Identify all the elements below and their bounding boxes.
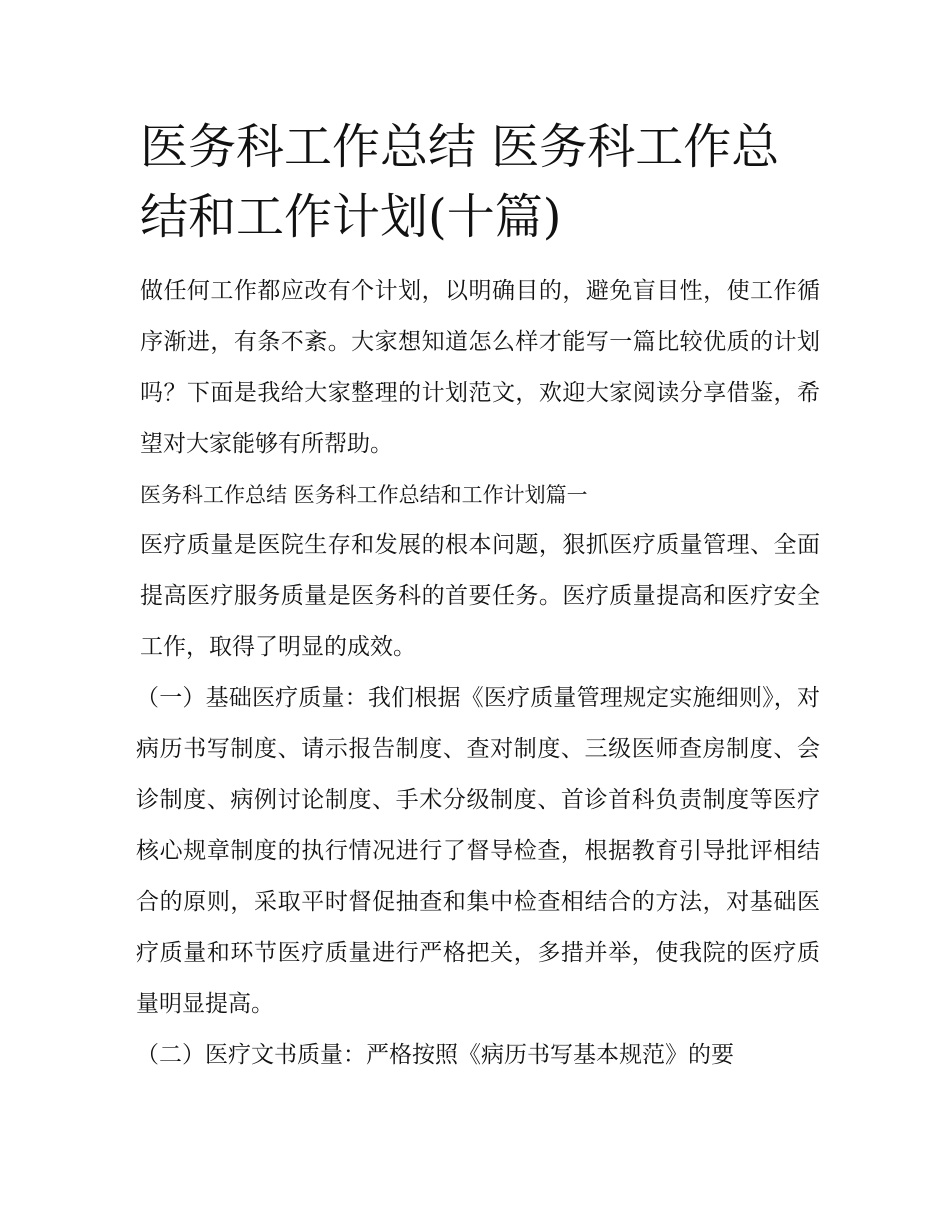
document-body xyxy=(136,112,820,1081)
body-paragraph-basic-quality: （一）基础医疗质量：我们根据《医疗质量管理规定实施细则》，对病历书写制度、请示报告制度、查对制度、三级医师查房制度、会诊制度、病例讨论制度、手术分级制度、首诊首科负责制度等医疗核心规章制度的执行情况进行了督导检查，根据教育引导批评相结合的原则，采取平时督促抽查和集中检查相结合的方法，对基础医疗质量和环节医疗质量进行严格把关，多措并举，使我院的医疗质量明显提高。 xyxy=(136,685,820,1017)
document-title: 医务科工作总结 医务科工作总结和工作计划(十篇) xyxy=(140,119,780,245)
body-paragraph-quality: 医疗质量是医院生存和发展的根本问题，狠抓医疗质量管理、全面提高医疗服务质量是医务科的首要任务。医疗质量提高和医疗安全工作，取得了明显的成效。 xyxy=(140,532,820,660)
body-paragraph-document-quality: （二）医疗文书质量：严格按照《病历书写基本规范》的要 xyxy=(136,1042,734,1068)
intro-paragraph: 做任何工作都应改有个计划，以明确目的，避免盲目性，使工作循序渐进，有条不紊。大家想知道怎么样才能写一篇比较优质的计划吗？下面是我给大家整理的计划范文，欢迎大家阅读分享借鉴，希望对大家能够有所帮助。 xyxy=(140,278,820,457)
section-heading: 医务科工作总结 医务科工作总结和工作计划篇一 xyxy=(140,483,588,507)
